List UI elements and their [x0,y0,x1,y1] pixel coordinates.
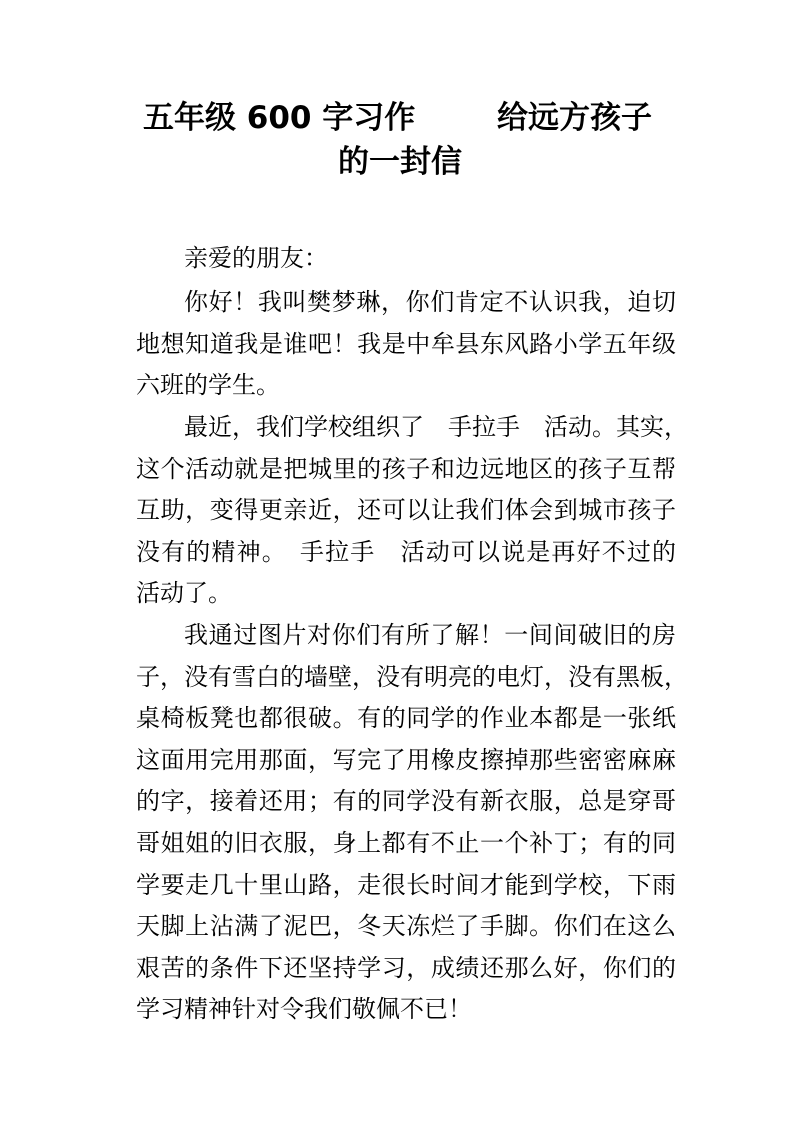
paragraph-line: 这个活动就是把城里的孩子和边远地区的孩子互帮 [136,454,676,483]
title-part-2: 给远方孩子 [497,100,652,136]
paragraph-2 [136,407,688,615]
title-part-3: 的一封信 [338,144,462,180]
paragraph-line: 最近，我们学校组织了 手拉手 活动。其实， [184,413,688,441]
paragraph-line: 学习精神针对令我们敬佩不已！ [136,995,472,1024]
paragraph-line: 活动了。 [136,579,232,608]
paragraph-line: 学要走几十里山路，走很长时间才能到学校，下雨 [136,870,676,899]
paragraph-line: 哥姐姐的旧衣服，身上都有不止一个补丁；有的同 [136,828,676,857]
paragraph-line: 子，没有雪白的墙壁，没有明亮的电灯，没有黑板， [136,662,688,691]
paragraph-line: 桌椅板凳也都很破。有的同学的作业本都是一张纸 [136,704,676,733]
title-part-1: 五年级 600 字习作 [143,100,416,136]
paragraph-1 [136,282,676,407]
paragraph-line: 天脚上沾满了泥巴，冬天冻烂了手脚。你们在这么 [136,912,676,941]
paragraph-line: 艰苦的条件下还坚持学习，成绩还那么好，你们的 [136,953,676,982]
paragraph-line: 这面用完用那面，写完了用橡皮擦掉那些密密麻麻 [136,745,676,774]
paragraph-line: 地想知道我是谁吧！我是中牟县东风路小学五年级 [136,329,676,358]
paragraph-line: 六班的学生。 [136,371,280,400]
paragraph-line: 互助，变得更亲近，还可以让我们体会到城市孩子 [136,496,676,525]
paragraph-line: 没有的精神。 手拉手 活动可以说是再好不过的 [136,537,676,566]
document-title-continued [0,142,800,182]
paragraph-line: 你好！我叫樊梦琳，你们肯定不认识我，迫切 [184,288,676,316]
letter-greeting: 亲爱的朋友： [184,244,328,272]
paragraph-3 [136,615,688,1031]
paragraph-line: 我通过图片对你们有所了解！一间间破旧的房 [184,621,676,649]
paragraph-line: 的字，接着还用；有的同学没有新衣服，总是穿哥 [136,787,676,816]
